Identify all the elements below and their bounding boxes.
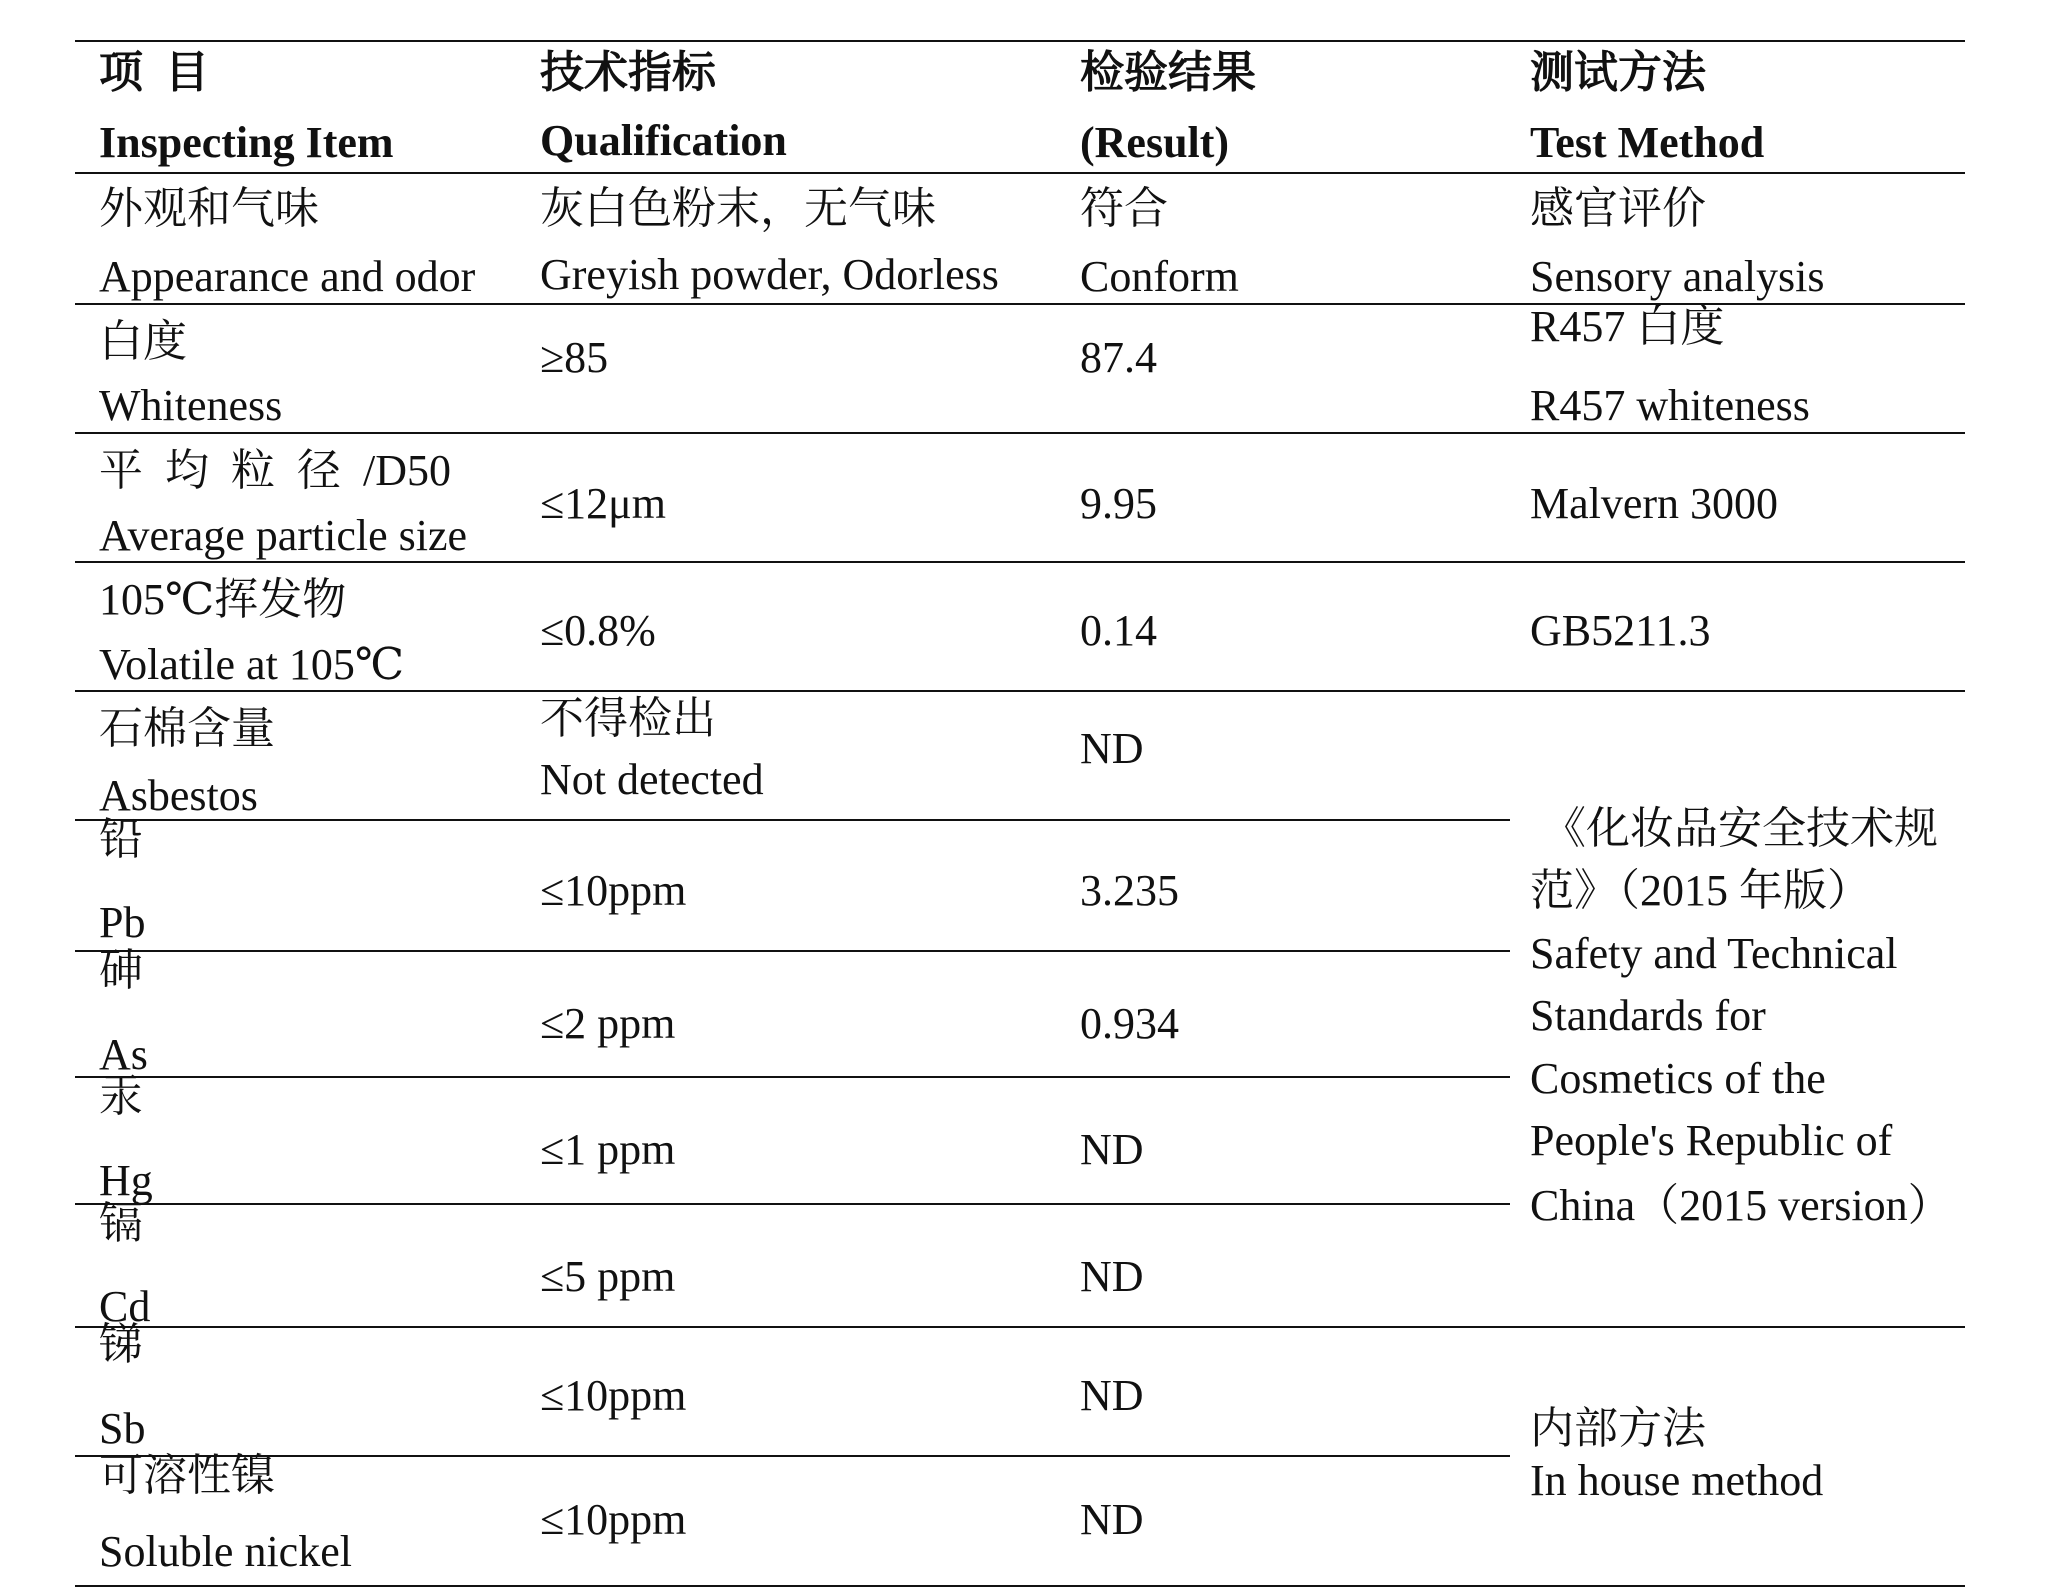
item-cn: 镉 <box>99 1199 143 1248</box>
result-value: 0.934 <box>1080 999 1179 1048</box>
table-top-rule <box>75 40 1965 42</box>
row-divider <box>75 561 1965 563</box>
result-value: ND <box>1080 1371 1144 1420</box>
result-cn: 符合 <box>1080 184 1168 233</box>
item-cn: 汞 <box>99 1072 143 1121</box>
row-divider <box>75 950 1510 952</box>
qualification-cn: 不得检出 <box>540 694 716 743</box>
qualification-value: ≤10ppm <box>540 1495 687 1544</box>
row-divider <box>75 432 1965 434</box>
row-divider <box>75 1076 1510 1078</box>
item-en: As <box>99 1030 148 1079</box>
row-divider <box>75 690 1965 692</box>
item-cn <box>99 446 451 496</box>
item-cn: 外观和气味 <box>99 184 319 233</box>
header-result-en: (Result) <box>1080 118 1230 167</box>
method-en: In house method <box>1530 1456 1824 1505</box>
method-line: Standards for <box>1530 991 1766 1040</box>
item-cn: 白度 <box>99 317 187 366</box>
result-en: Conform <box>1080 252 1239 301</box>
row-divider <box>75 1455 1510 1457</box>
qualification-value: ≤2 ppm <box>540 999 676 1048</box>
qualification-cn: 灰白色粉末，无气味 <box>540 184 936 233</box>
method-value: GB5211.3 <box>1530 606 1711 655</box>
result-value: 3.235 <box>1080 866 1179 915</box>
item-cn: 石棉含量 <box>99 704 275 753</box>
header-method-cn: 测试方法 <box>1530 48 1706 97</box>
result-value: ND <box>1080 724 1144 773</box>
item-cn: 砷 <box>99 946 143 995</box>
qualification-en: Greyish powder, Odorless <box>540 250 999 299</box>
header-bottom-rule <box>75 172 1965 174</box>
item-en: Asbestos <box>99 771 258 820</box>
result-value: ND <box>1080 1252 1144 1301</box>
row-divider <box>75 1326 1965 1328</box>
item-en: Appearance and odor <box>99 252 476 301</box>
item-cn: 铅 <box>99 815 143 864</box>
row-divider <box>75 1203 1510 1205</box>
result-value: 87.4 <box>1080 333 1157 382</box>
qualification-value: ≤1 ppm <box>540 1125 676 1174</box>
method-en: Sensory analysis <box>1530 252 1825 301</box>
row-divider <box>75 819 1510 821</box>
item-en: Sb <box>99 1404 146 1453</box>
item-cn: 锑 <box>99 1320 143 1369</box>
header-result-cn: 检验结果 <box>1080 48 1256 97</box>
header-item-cn: 项 目 <box>99 48 209 97</box>
method-line: Cosmetics of the <box>1530 1054 1826 1103</box>
method-cn: 内部方法 <box>1530 1404 1706 1453</box>
item-cn: 可溶性镍 <box>99 1451 275 1500</box>
method-line: China（2015 version） <box>1530 1181 1952 1230</box>
result-value: 9.95 <box>1080 479 1157 528</box>
method-value: Malvern 3000 <box>1530 479 1779 528</box>
method-line: 范》（2015 年版） <box>1530 866 1871 915</box>
method-line: People's Republic of <box>1530 1116 1893 1165</box>
qualification-value: ≤0.8% <box>540 606 656 655</box>
item-cn-suffix: /D50 <box>363 446 451 495</box>
method-cn: R457 白度 <box>1530 302 1725 351</box>
result-value: ND <box>1080 1125 1144 1174</box>
qualification-value: ≤5 ppm <box>540 1252 676 1301</box>
item-cn-text: 平均粒径 <box>99 446 363 495</box>
qualification-value: ≥85 <box>540 333 609 382</box>
item-en: Cd <box>99 1282 151 1331</box>
item-en: Volatile at 105℃ <box>99 640 405 689</box>
item-en: Soluble nickel <box>99 1527 352 1576</box>
header-qualification-en: Qualification <box>540 116 787 165</box>
method-cn: 感官评价 <box>1530 184 1706 233</box>
method-line: Safety and Technical <box>1530 929 1898 978</box>
header-method-en: Test Method <box>1530 118 1765 167</box>
item-en: Average particle size <box>99 511 468 560</box>
result-value: ND <box>1080 1495 1144 1544</box>
header-qualification-cn: 技术指标 <box>540 48 716 97</box>
header-item-en: Inspecting Item <box>99 118 394 167</box>
method-en: R457 whiteness <box>1530 381 1810 430</box>
qualification-en: Not detected <box>540 755 764 804</box>
result-value: 0.14 <box>1080 606 1157 655</box>
qualification-value: ≤10ppm <box>540 1371 687 1420</box>
item-en: Pb <box>99 898 146 947</box>
method-line: 《化妆品安全技术规 <box>1542 804 1938 853</box>
item-cn: 105℃挥发物 <box>99 575 347 624</box>
item-en: Whiteness <box>99 381 283 430</box>
qualification-value: ≤10ppm <box>540 866 687 915</box>
qualification-value: ≤12μm <box>540 479 666 528</box>
item-en: Hg <box>99 1156 153 1205</box>
